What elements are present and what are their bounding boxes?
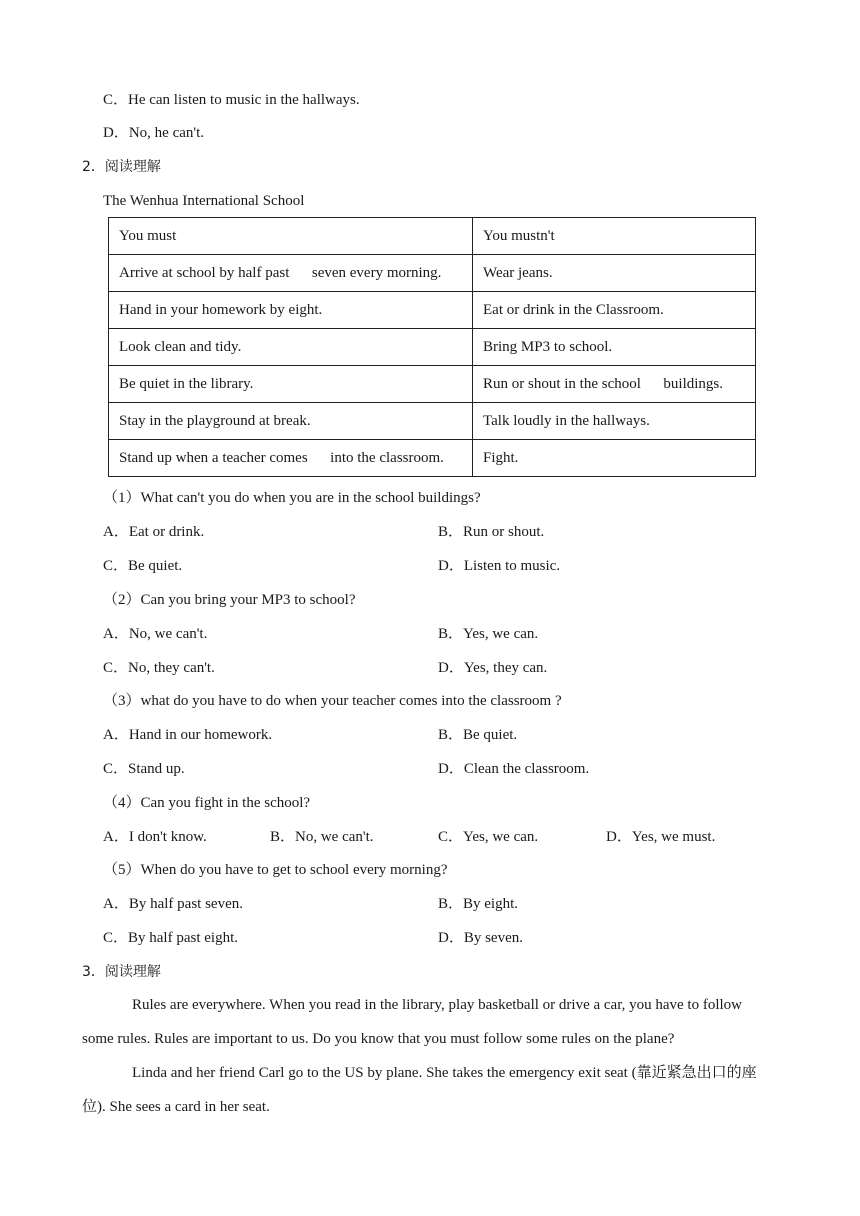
question-heading: 3．阅读理解 (82, 964, 161, 980)
option-b: B．Be quiet. (438, 727, 518, 743)
option-b: B．Run or shout. (438, 524, 545, 540)
option-a: A．I don't know. (103, 829, 207, 845)
table-row (109, 329, 756, 366)
question-stem: （1）What can't you do when you are in the school buildings? (103, 490, 481, 506)
option-c: C．He can listen to music in the hallways. (103, 92, 360, 108)
table-cell: Talk loudly in the hallways. (473, 403, 756, 440)
question-stem: （2）Can you bring your MP3 to school? (103, 592, 356, 608)
table-cell: Bring MP3 to school. (473, 329, 756, 366)
option-d: D．Yes, we must. (606, 829, 716, 845)
option-d: D．Yes, they can. (438, 660, 548, 676)
question-stem: （3）what do you have to do when your teacher comes into the classroom ? (103, 693, 562, 709)
table-cell: Arrive at school by half past seven every morning. (109, 255, 473, 292)
table-header-cell: You mustn't (473, 218, 756, 255)
table-cell: Run or shout in the school buildings. (473, 366, 756, 403)
table-header-row (109, 218, 756, 255)
table-row (109, 366, 756, 403)
table-cell: Hand in your homework by eight. (109, 292, 473, 329)
table-cell: Look clean and tidy. (109, 329, 473, 366)
table-cell: Wear jeans. (473, 255, 756, 292)
table-cell: Stand up when a teacher comes into the classroom. (109, 440, 473, 477)
table-row (109, 255, 756, 292)
option-c: C．By half past eight. (103, 930, 238, 946)
option-b: B．By eight. (438, 896, 519, 912)
passage-paragraph: Linda and her friend Carl go to the US by plane. She takes the emergency exit seat (靠近紧急出口的座位). She sees a card in her seat. (82, 1065, 757, 1115)
question-heading: 2．阅读理解 (82, 159, 161, 175)
option-c: C．Stand up. (103, 761, 185, 777)
option-d: D．Listen to music. (438, 558, 561, 574)
question-stem: （5）When do you have to get to school every morning? (103, 862, 448, 878)
table-cell: Fight. (473, 440, 756, 477)
question-stem: （4）Can you fight in the school? (103, 795, 311, 811)
passage-title: The Wenhua International School (103, 193, 305, 209)
table-row (109, 440, 756, 477)
option-c: C．Yes, we can. (438, 829, 539, 845)
option-a: A．Hand in our homework. (103, 727, 273, 743)
table-row (109, 292, 756, 329)
rules-table (108, 217, 756, 477)
table-cell: Eat or drink in the Classroom. (473, 292, 756, 329)
option-a: A．No, we can't. (103, 626, 208, 642)
option-a: A．Eat or drink. (103, 524, 205, 540)
passage-paragraph: Rules are everywhere. When you read in the library, play basketball or drive a car, you have to follow some rules. Rules are important to us. Do you know that you must follow some rules on the plane? (82, 997, 743, 1047)
option-d: D．Clean the classroom. (438, 761, 590, 777)
option-d: D．No, he can't. (103, 125, 205, 141)
option-c: C．Be quiet. (103, 558, 183, 574)
option-b: B．No, we can't. (270, 829, 374, 845)
option-d: D．By seven. (438, 930, 523, 946)
option-a: A．By half past seven. (103, 896, 243, 912)
table-row (109, 403, 756, 440)
table-header-cell: You must (109, 218, 473, 255)
option-b: B．Yes, we can. (438, 626, 539, 642)
option-c: C．No, they can't. (103, 660, 215, 676)
table-cell: Stay in the playground at break. (109, 403, 473, 440)
table-cell: Be quiet in the library. (109, 366, 473, 403)
